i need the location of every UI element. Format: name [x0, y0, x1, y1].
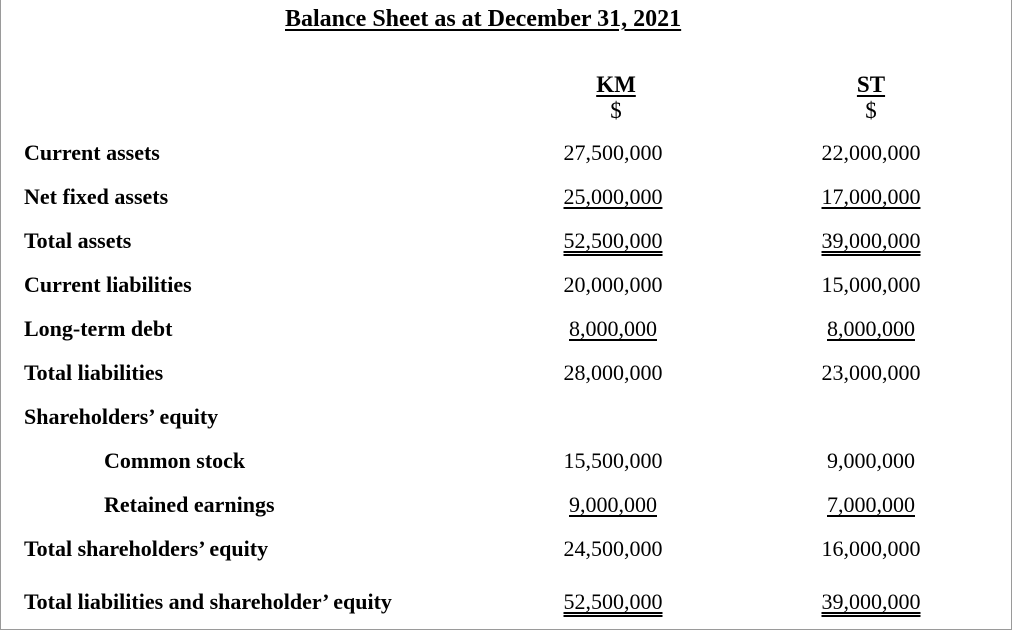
row-label: Net fixed assets — [24, 184, 169, 209]
table-row — [1, 402, 1011, 446]
table-row — [1, 314, 1011, 358]
km-value: 9,000,000 — [569, 492, 657, 517]
st-value: 7,000,000 — [827, 492, 915, 517]
page-title: Balance Sheet as at December 31, 2021 — [285, 6, 682, 32]
km-value: 8,000,000 — [569, 316, 657, 341]
st-value: 15,000,000 — [821, 272, 921, 297]
km-value: 24,500,000 — [563, 536, 663, 561]
row-label: Shareholders’ equity — [24, 404, 219, 429]
row-label: Current liabilities — [24, 272, 192, 297]
st-value: 39,000,000 — [821, 228, 921, 253]
st-value: 39,000,000 — [821, 589, 921, 614]
column-currency: $ — [610, 98, 622, 123]
table-row — [1, 534, 1011, 578]
st-value: 22,000,000 — [821, 140, 921, 165]
st-value: 8,000,000 — [827, 316, 915, 341]
km-value: 52,500,000 — [563, 589, 663, 614]
km-value: 15,500,000 — [563, 448, 663, 473]
km-value: 52,500,000 — [563, 228, 663, 253]
table-row — [1, 587, 1011, 631]
column-header-st — [811, 72, 931, 124]
st-value: 9,000,000 — [827, 448, 915, 473]
table-row — [1, 270, 1011, 314]
table-row — [1, 138, 1011, 182]
table-row — [1, 490, 1011, 534]
st-value: 17,000,000 — [821, 184, 921, 209]
row-label: Total liabilities — [24, 360, 164, 385]
table-row — [1, 226, 1011, 270]
km-value: 28,000,000 — [563, 360, 663, 385]
row-label: Total assets — [24, 228, 132, 253]
row-label: Retained earnings — [104, 492, 275, 517]
row-label: Common stock — [104, 448, 246, 473]
table-row — [1, 182, 1011, 226]
table-row — [1, 446, 1011, 490]
row-label: Total liabilities and shareholder’ equity — [24, 589, 392, 614]
column-code: KM — [596, 72, 636, 97]
km-value: 25,000,000 — [563, 184, 663, 209]
st-value: 16,000,000 — [821, 536, 921, 561]
km-value: 27,500,000 — [563, 140, 663, 165]
column-currency: $ — [865, 98, 877, 123]
column-header-km — [556, 72, 676, 124]
km-value: 20,000,000 — [563, 272, 663, 297]
column-code: ST — [856, 72, 886, 97]
row-label: Total shareholders’ equity — [24, 536, 269, 561]
row-label: Long-term debt — [24, 316, 173, 341]
table-row — [1, 358, 1011, 402]
st-value: 23,000,000 — [821, 360, 921, 385]
row-label: Current assets — [24, 140, 160, 165]
